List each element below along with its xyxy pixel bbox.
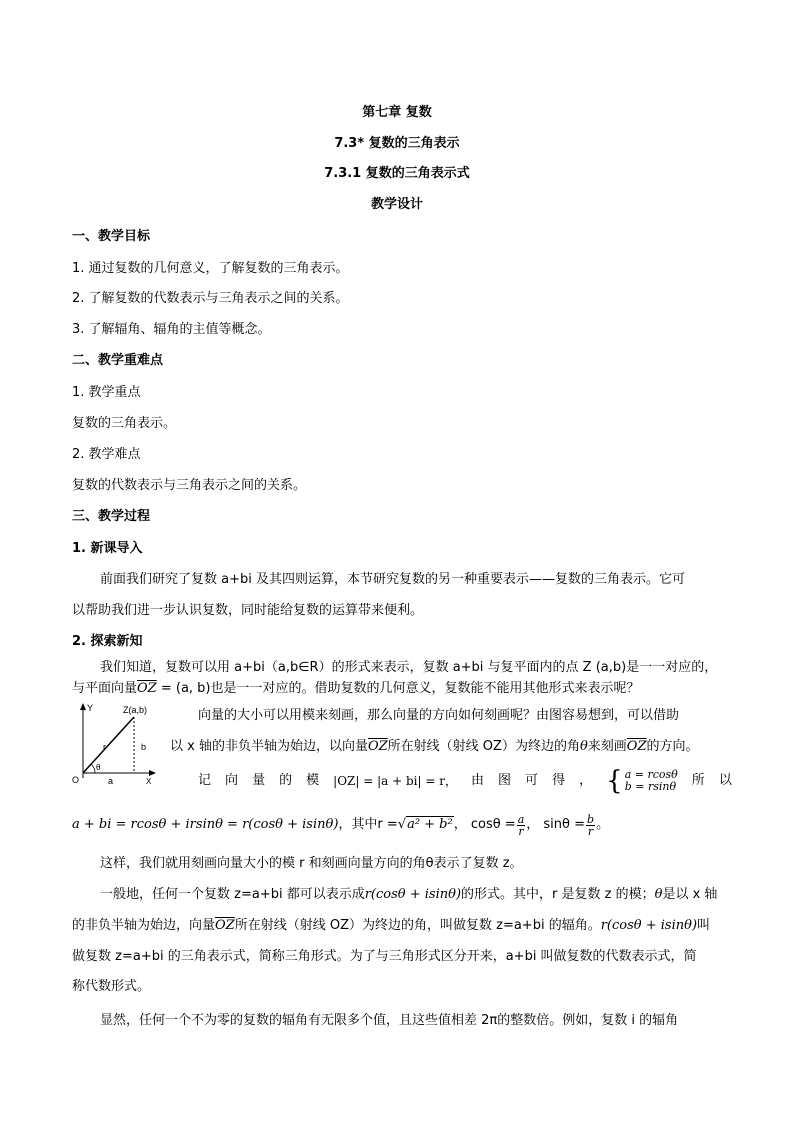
goal-item-2: 2. 了解复数的代数表示与三角表示之间的关系。 <box>72 291 349 306</box>
heading-teaching-goals: 一、教学目标 <box>72 229 151 244</box>
vector-oz-2: $\overline{OZ}$ <box>367 739 388 754</box>
label-r: r <box>103 742 106 752</box>
section-title: 7.3* 复数的三角表示 <box>334 136 460 151</box>
formula-line <box>72 810 732 840</box>
mid-char-3: 可 <box>525 773 539 788</box>
y-axis-arrow <box>80 703 86 710</box>
general-line-1-d: 是以 x 轴 <box>662 887 718 902</box>
label-o: O <box>72 775 80 785</box>
modulus-expression: |OZ| = |a + bi| = r， <box>333 774 457 788</box>
trig-form-1: r(cosθ + isinθ) <box>364 887 462 902</box>
key-point-text: 复数的三角表示。 <box>72 416 177 431</box>
general-line-1-b: 的形式。其中，r 是复数 z 的模； <box>461 887 655 902</box>
general-line-2-c: 叫 <box>697 918 711 933</box>
explore-line-2 <box>72 680 732 698</box>
label-x: X <box>146 777 152 786</box>
fraction-b-den: r <box>587 824 594 838</box>
explore-line-4-a: 以 x 轴的非负半轴为始边，以向量 <box>170 739 368 754</box>
explore-line-2-a: 与平面向量 <box>72 681 138 696</box>
label-y: Y <box>87 703 94 713</box>
fraction-b-num: b <box>587 812 595 826</box>
theta-symbol: θ <box>579 739 588 754</box>
explore-line-4-c: 来刻画 <box>587 739 627 754</box>
fraction-b-over-r <box>586 814 595 837</box>
vector-oz-4: $\overline{OZ}$ <box>215 918 235 933</box>
brace-icon: { <box>606 766 623 796</box>
mod-char-2: 向 <box>225 773 239 788</box>
general-line-1-a: 一般地，任何一个复数 z=a+bi 都可以表示成 <box>100 887 365 902</box>
equation-system <box>606 768 678 794</box>
mid-char-5: ， <box>579 773 593 788</box>
system-row-1: a = rcosθ <box>624 768 678 781</box>
subheading-explore: 2. 探索新知 <box>72 634 143 649</box>
formula-period: 。 <box>596 817 610 832</box>
sqrt-expression: √a² + b² <box>397 817 453 832</box>
fraction-a-num: a <box>517 812 525 826</box>
goal-item-3: 3. 了解辐角、辐角的主值等概念。 <box>72 322 271 337</box>
summary-line: 这样，我们就用刻画向量大小的模 r 和刻画向量方向的角θ表示了复数 z。 <box>100 856 523 871</box>
theta-symbol-2: θ <box>654 887 663 902</box>
mid-char-2: 图 <box>498 773 512 788</box>
label-z: Z(a,b) <box>123 705 148 715</box>
general-line-1 <box>100 886 732 904</box>
mid-char-1: 由 <box>470 773 484 788</box>
end-char-1: 所 <box>691 773 705 788</box>
formula-where: ，其中r = <box>338 817 398 832</box>
mod-char-4: 的 <box>279 773 293 788</box>
system-row-2: b = rsinθ <box>624 780 677 793</box>
mod-char-1: 记 <box>198 773 212 788</box>
sin-label: ， sinθ = <box>526 817 586 832</box>
sqrt-radicand: a² + b² <box>407 817 453 832</box>
formula-main: a + bi = rcosθ + irsinθ = r(cosθ + isinθ) <box>72 817 339 832</box>
explore-line-1: 我们知道，复数可以用 a+bi（a,b∈R）的形式来表示，复数 a+bi 与复平面内的点 Z (a,b)是一一对应的， <box>100 660 718 675</box>
key-point-label: 1. 教学重点 <box>72 385 141 400</box>
heading-process: 三、教学过程 <box>72 509 151 524</box>
goal-item-1: 1. 通过复数的几何意义，了解复数的三角表示。 <box>72 261 349 276</box>
fraction-a-over-r <box>517 814 526 837</box>
heading-key-points: 二、教学重难点 <box>72 353 164 368</box>
general-line-2-b: 所在射线（射线 OZ）为终边的角，叫做复数 z=a+bi 的辐角。 <box>234 918 601 933</box>
mod-char-3: 量 <box>252 773 266 788</box>
general-line-2 <box>72 917 732 935</box>
explore-line-4-b: 所在射线（射线 OZ）为终边的角 <box>387 739 580 754</box>
mod-char-5: 模 <box>306 773 320 788</box>
argument-line: 显然，任何一个不为零的复数的辐角有无限多个值，且这些值相差 2π的整数倍。例如，复数 i 的辐角 <box>100 1013 679 1028</box>
explore-line-4-d: 的方向。 <box>646 739 699 754</box>
x-axis-arrow <box>149 770 156 776</box>
mid-char-4: 得 <box>552 773 566 788</box>
angle-arc <box>91 764 95 773</box>
vector-oz-3: $\overline{OZ}$ <box>626 739 647 754</box>
complex-plane-figure <box>68 700 168 790</box>
difficulty-text: 复数的代数表示与三角表示之间的关系。 <box>72 478 307 493</box>
end-char-2: 以 <box>718 773 732 788</box>
vector-line <box>83 717 134 773</box>
explore-line-2-b: = (a, b)也是一一对应的。借助复数的几何意义，复数能不能用其他形式来表示呢？ <box>156 681 640 696</box>
subheading-intro: 1. 新课导入 <box>72 541 143 556</box>
cos-label: ， cosθ = <box>453 817 516 832</box>
difficulty-label: 2. 教学难点 <box>72 447 141 462</box>
intro-line-2: 以帮助我们进一步认识复数，同时能给复数的运算带来便利。 <box>72 603 424 618</box>
explore-line-3: 向量的大小可以用模来刻画，那么向量的方向如何刻画呢？由图容易想到，可以借助 <box>198 708 680 723</box>
fraction-a-den: r <box>518 824 524 838</box>
design-title: 教学设计 <box>370 197 423 212</box>
trig-form-2: r(cosθ + isinθ) <box>600 918 698 933</box>
chapter-title: 第七章 复数 <box>362 105 432 120</box>
subsection-title: 7.3.1 复数的三角表示式 <box>324 166 470 181</box>
label-a: a <box>108 776 114 786</box>
general-line-4: 称代数形式。 <box>72 979 151 994</box>
label-theta: θ <box>96 763 101 772</box>
intro-line-1: 前面我们研究了复数 a+bi 及其四则运算，本节研究复数的另一种重要表示——复数的三角表示。它可 <box>100 572 685 587</box>
explore-line-4 <box>170 738 732 756</box>
general-line-2-a: 的非负半轴为始边，向量 <box>72 918 216 933</box>
modulus-line <box>198 768 732 794</box>
vector-oz: $\overline{OZ}$ <box>137 681 157 696</box>
general-line-3: 做复数 z=a+bi 的三角表示式，简称三角形式。为了与三角形式区分开来，a+bi 叫做复数的代数表示式，简 <box>72 949 697 964</box>
label-b: b <box>141 742 147 752</box>
